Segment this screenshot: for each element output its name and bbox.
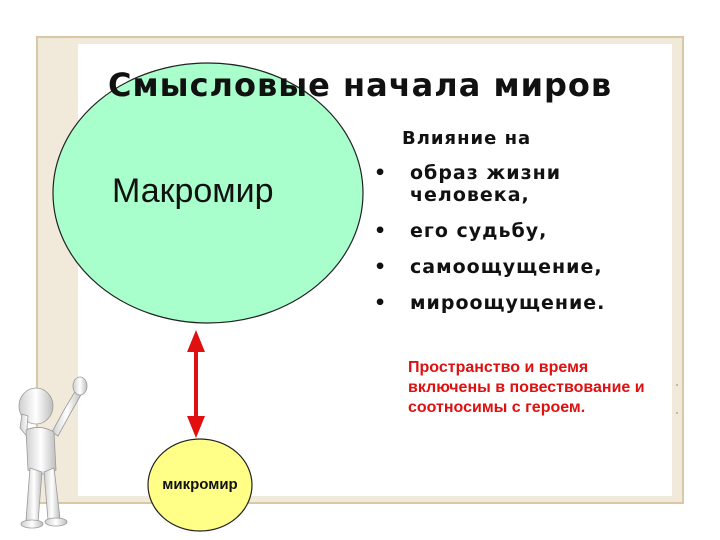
bullet-icon: • [374,162,388,184]
raising-hand-figure-icon [19,377,87,528]
list-item: • самоощущение, [374,256,603,278]
list-item: • мироощущение. [374,292,606,314]
slide-title: Смысловые начала миров [108,66,613,104]
bullet-icon: • [374,220,388,242]
microworld-label: микромир [162,476,238,493]
macroworld-label: Макромир [112,172,274,210]
list-item: • его судьбу, [374,220,548,242]
influence-heading: Влияние на [402,128,532,149]
influence-list [372,162,662,328]
bidirectional-arrow [187,330,205,438]
bullet-icon: • [374,292,388,314]
bullet-icon: • [374,256,388,278]
list-item: • образ жизни человека, [374,162,562,206]
space-time-note: Пространство и время включены в повествование и соотносимы с героем. [408,359,645,416]
